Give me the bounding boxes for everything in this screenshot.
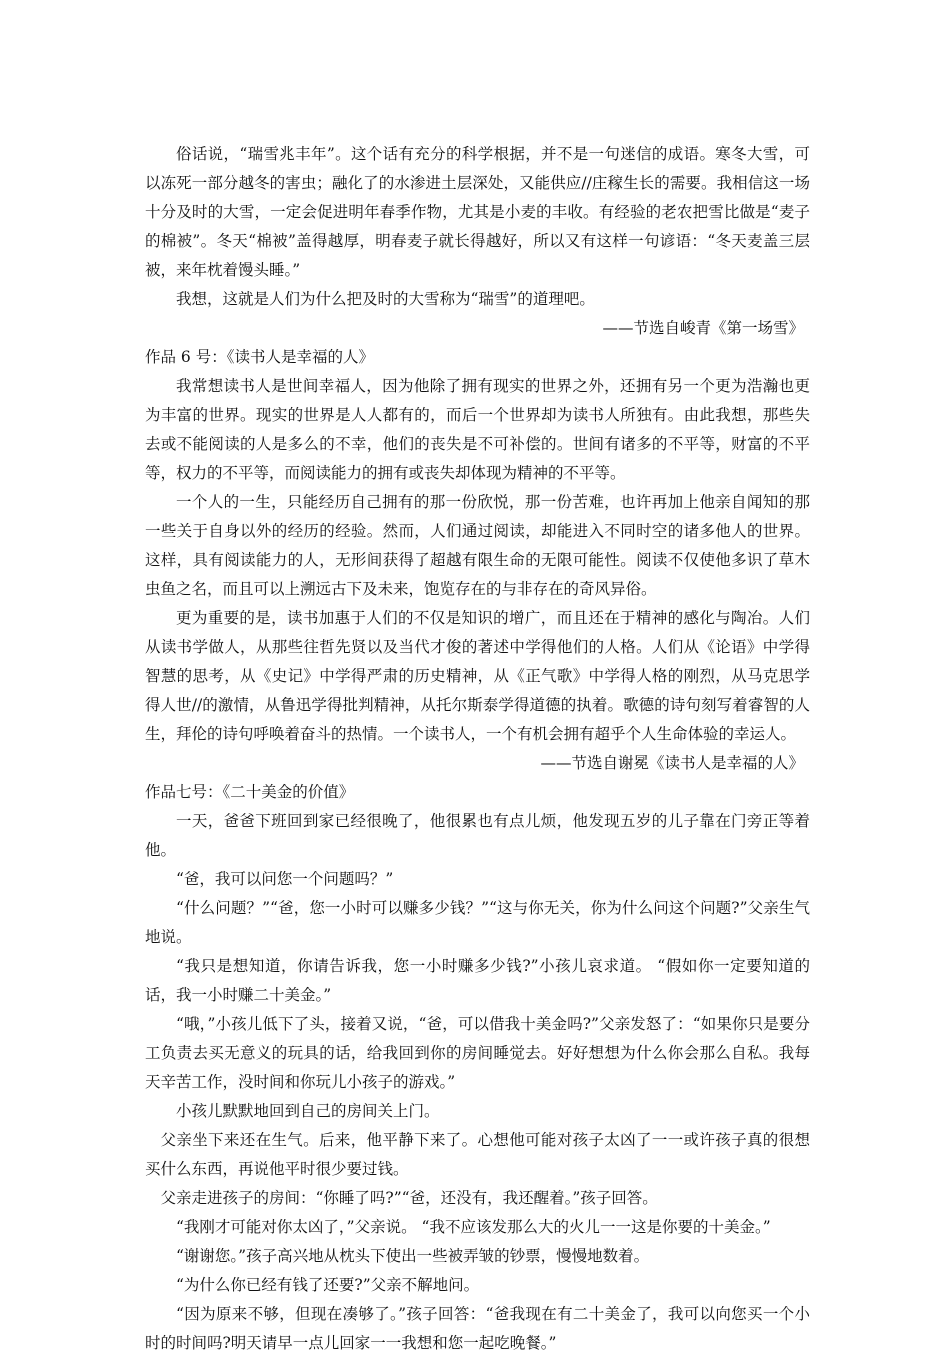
section-title: 作品七号：《二十美金的价值》 [145, 783, 355, 801]
paragraph: “我刚才可能对你太凶了，”父亲说。 “我不应该发那么大的火儿一一这是你要的十美金。” [176, 1218, 771, 1236]
paragraph: “因为原来不够，但现在凑够了。”孩子回答：“爸我现在有二十美金了，我可以向您买一个小时的时间吗?明天请早一点儿回家一一我想和您一起吃晚餐。” [145, 1305, 810, 1352]
paragraph: 更为重要的是，读书加惠于人们的不仅是知识的增广，而且还在于精神的感化与陶冶。人们从读书学做人，从那些往哲先贤以及当代才俊的著述中学得他们的人格。人们从《论语》中学得智慧的思考，从《史记》中学得严肃的历史精神，从《正气歌》中学得人格的刚烈，从马克思学得人世//的激情，从鲁迅学得批判精神，从托尔斯泰学得道德的执着。歌德的诗句刻写着睿智的人生，拜伦的诗句呼唤着奋斗的热情。一个读书人，一个有机会拥有超乎个人生命体验的幸运人。 [145, 609, 810, 743]
paragraph: 我常想读书人是世间幸福人，因为他除了拥有现实的世界之外，还拥有另一个更为浩瀚也更为丰富的世界。现实的世界是人人都有的，而后一个世界却为读书人所独有。由此我想，那些失去或不能阅读的人是多么的不幸，他们的丧失是不可补偿的。世间有诸多的不平等，财富的不平等，权力的不平等，而阅读能力的拥有或丧失却体现为精神的不平等。 [145, 377, 810, 482]
paragraph: 一个人的一生，只能经历自己拥有的那一份欣悦，那一份苦难，也许再加上他亲自闻知的那一些关于自身以外的经历的经验。然而，人们通过阅读，却能进入不同时空的诸多他人的世界。这样，具有阅读能力的人，无形间获得了超越有限生命的无限可能性。阅读不仅使他多识了草木虫鱼之名，而且可以上溯远古下及未来，饱览存在的与非存在的奇风异俗。 [145, 493, 810, 598]
paragraph: 父亲走进孩子的房间：“你睡了吗?”“爸，还没有，我还醒着。”孩子回答。 [160, 1189, 658, 1207]
paragraph: 我想，这就是人们为什么把及时的大雪称为“瑞雪”的道理吧。 [176, 290, 595, 308]
paragraph: 小孩儿默默地回到自己的房间关上门。 [176, 1102, 440, 1120]
paragraph: 一天，爸爸下班回到家已经很晚了，他很累也有点儿烦，他发现五岁的儿子靠在门旁正等着他。 [145, 812, 810, 859]
document-page [145, 140, 810, 1358]
attribution: ——节选自峻青《第一场雪》 [602, 319, 804, 337]
paragraph: 俗话说，“瑞雪兆丰年”。这个话有充分的科学根据，并不是一句迷信的成语。寒冬大雪，可以冻死一部分越冬的害虫；融化了的水渗进土层深处，又能供应//庄稼生长的需要。我相信这一场十分及时的大雪，一定会促进明年春季作物，尤其是小麦的丰收。有经验的老农把雪比做是“麦子的棉被”。冬天“棉被”盖得越厚，明春麦子就长得越好，所以又有这样一句谚语：“冬天麦盖三层被，来年枕着馒头睡。” [145, 145, 810, 279]
paragraph: “我只是想知道，你请告诉我，您一小时赚多少钱?”小孩儿哀求道。 “假如你一定要知道的话，我一小时赚二十美金。” [145, 957, 810, 1004]
paragraph: 父亲坐下来还在生气。后来，他平静下来了。心想他可能对孩子太凶了一一或许孩子真的很想买什么东西，再说他平时很少要过钱。 [145, 1131, 810, 1178]
paragraph: “为什么你已经有钱了还要?”父亲不解地问。 [176, 1276, 480, 1294]
attribution: ——节选自谢冕《读书人是幸福的人》 [540, 754, 804, 772]
section-title: 作品 6 号：《读书人是幸福的人》 [145, 348, 374, 366]
paragraph: “哦，”小孩儿低下了头，接着又说，“爸，可以借我十美金吗?”父亲发怒了：“如果你只是要分工负责去买无意义的玩具的话，给我回到你的房间睡觉去。好好想想为什么你会那么自私。我每天辛苦工作，没时间和你玩儿小孩子的游戏。” [145, 1015, 810, 1091]
paragraph: “谢谢您。”孩子高兴地从枕头下使出一些被弄皱的钞票，慢慢地数着。 [176, 1247, 650, 1265]
paragraph: “什么问题？”“爸，您一小时可以赚多少钱？”“这与你无关，你为什么问这个问题?”父亲生气地说。 [145, 899, 810, 946]
paragraph: “爸，我可以问您一个问题吗？” [176, 870, 394, 888]
